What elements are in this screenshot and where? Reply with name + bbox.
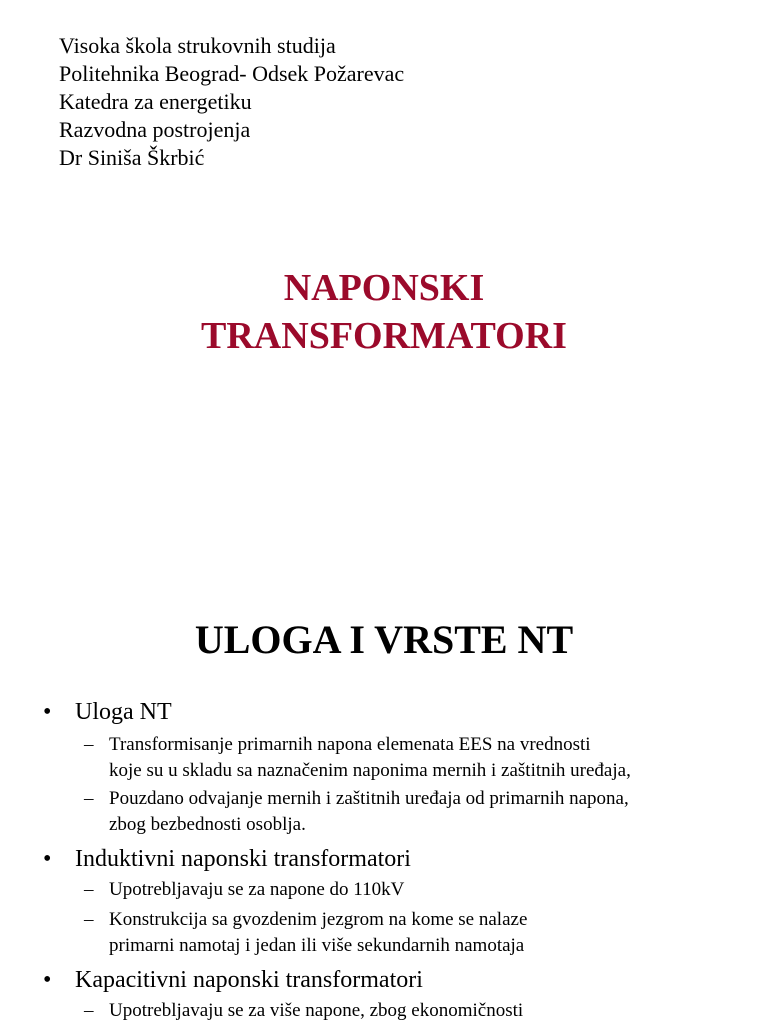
sub-item-text	[109, 998, 523, 1024]
dash-marker: –	[84, 788, 94, 809]
header-line-department: Politehnika Beograd- Odsek Požarevac	[59, 61, 405, 86]
sub-item-text	[109, 732, 631, 784]
document-title	[0, 264, 768, 360]
section-title: ULOGA I VRSTE NT	[194, 617, 574, 662]
dash-marker: –	[84, 879, 94, 900]
dash-marker: –	[84, 1000, 94, 1021]
document-title-line2: TRANSFORMATORI	[201, 315, 567, 357]
sub-item-text	[109, 907, 527, 959]
header-line-course: Razvodna postrojenja	[59, 117, 251, 142]
dash-marker: –	[84, 734, 94, 755]
sub-item-text	[109, 786, 629, 838]
header-line-chair: Katedra za energetiku	[59, 89, 252, 114]
sub-item-line: Transformisanje primarnih napona elemenata EES na vrednosti	[109, 734, 591, 755]
bullet-marker: •	[43, 699, 52, 725]
header-line-author: Dr Siniša Škrbić	[59, 145, 205, 170]
sub-item-line: Upotrebljavaju se za više napone, zbog ekonomičnosti	[109, 1000, 524, 1021]
sub-item-text	[109, 877, 404, 903]
bullet-marker: •	[43, 967, 52, 993]
sub-item-line: Upotrebljavaju se za napone do 110kV	[109, 879, 405, 900]
institution-header	[59, 32, 404, 172]
bullet-marker: •	[43, 846, 52, 872]
header-line-school: Visoka škola strukovnih studija	[59, 33, 336, 58]
bullet-label: Uloga NT	[75, 699, 172, 725]
sub-item-line: koje su u skladu sa naznačenim naponima mernih i zaštitnih uređaja,	[109, 760, 631, 781]
sub-item-line: Konstrukcija sa gvozdenim jezgrom na kome se nalaze	[109, 909, 528, 930]
sub-item-line: Pouzdano odvajanje mernih i zaštitnih uređaja od primarnih napona,	[109, 788, 629, 809]
document-title-line1: NAPONSKI	[283, 267, 485, 309]
sub-item-line: primarni namotaj i jedan ili više sekundarnih namotaja	[109, 935, 525, 956]
sub-item-line: zbog bezbednosti osoblja.	[109, 814, 306, 835]
dash-marker: –	[84, 909, 94, 930]
bullet-label: Induktivni naponski transformatori	[75, 846, 411, 872]
bullet-label: Kapacitivni naponski transformatori	[75, 967, 423, 993]
